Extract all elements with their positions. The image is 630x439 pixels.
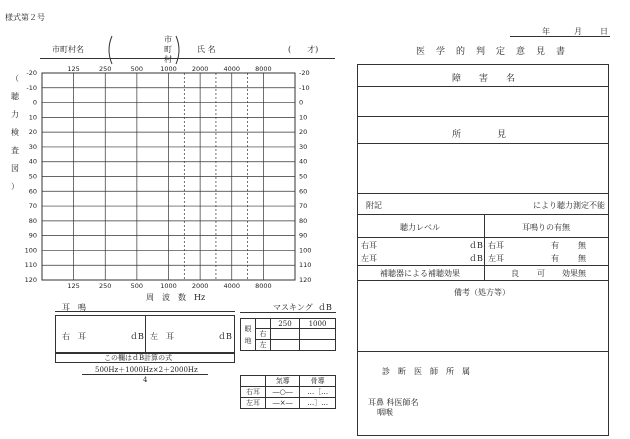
city-char-2: 町 — [164, 45, 172, 54]
tn-right-ear: 右耳 — [488, 241, 504, 250]
city-char-3: 村 — [164, 55, 172, 64]
db-tick-label-left: 90 — [28, 231, 37, 240]
tinnitus-right-ear: 右 耳 — [62, 332, 86, 341]
tn-right-yes[interactable]: 有 — [551, 241, 559, 250]
hl-right-ear: 右耳 — [361, 241, 377, 250]
db-tick-label-left: 30 — [28, 142, 37, 151]
freq-tick-label-bottom: 1000 — [160, 282, 177, 290]
db-tick-label-right: 10 — [299, 113, 308, 122]
legend-right-air: ―○― — [266, 387, 300, 398]
doctor-name-label: 耳鼻 科医師名 — [368, 398, 419, 407]
legend-air-header: 気導 — [266, 376, 300, 387]
masking-right-250[interactable] — [271, 329, 300, 340]
hl-left-db: ｄB — [469, 254, 483, 263]
opinion-rule-6 — [357, 237, 609, 238]
freq-tick-label-top: 2000 — [191, 65, 209, 73]
opinion-rule-5 — [357, 214, 609, 215]
db-tick-label-right: 110 — [299, 261, 312, 270]
note-text: により聴力測定不能 — [533, 201, 605, 210]
tinnitus-title: 耳 鳴 — [62, 303, 86, 312]
db-tick-label-left: 100 — [24, 246, 37, 255]
date-year[interactable]: 年 — [542, 27, 550, 36]
db-tick-label-left: 50 — [28, 172, 37, 181]
remarks-label: 備考（処方等） — [454, 288, 510, 297]
audiogram-side-title: （ 聴 力 検 査 図 ） — [11, 74, 19, 191]
findings-label: 所 見 — [452, 130, 507, 140]
opinion-title: 医 学 的 判 定 意 見 書 — [416, 47, 567, 57]
note-label: 附記 — [366, 201, 382, 210]
db-tick-label-left: 20 — [28, 128, 37, 137]
legend-right-ear: 右耳 — [241, 387, 266, 398]
findings-field[interactable] — [357, 144, 609, 192]
db-tick-label-right: 70 — [299, 202, 308, 211]
tinnitus-left-db: ｄB — [218, 332, 232, 341]
doctor-affiliation-label: 診 断 医 師 所 属 — [382, 367, 470, 376]
remarks-field[interactable] — [357, 300, 609, 350]
freq-tick-label-bottom: 8000 — [255, 282, 272, 290]
date-underline — [510, 36, 610, 37]
masking-left-1000[interactable] — [299, 340, 335, 351]
tn-left-yes[interactable]: 有 — [551, 254, 559, 263]
db-tick-label-left: 120 — [24, 276, 37, 284]
tinnitus-left-ear: 左 耳 — [150, 332, 174, 341]
opinion-rule-4 — [357, 193, 609, 194]
opinion-rule-2 — [357, 116, 609, 117]
db-tick-label-right: 100 — [299, 246, 312, 255]
formula-caption: この欄はｄB計算の式 — [104, 354, 173, 362]
db-tick-label-right: 50 — [299, 172, 308, 181]
freq-tick-label-bottom: 250 — [99, 282, 112, 290]
opinion-frame — [357, 64, 609, 436]
hl-right-db: ｄB — [469, 241, 483, 250]
freq-tick-label-bottom: 4000 — [223, 282, 241, 290]
symbol-legend — [240, 375, 336, 409]
masking-row-group: 眼 地 — [241, 319, 256, 351]
freq-tick-label-top: 8000 — [255, 65, 272, 73]
db-tick-label-right: 40 — [299, 157, 308, 166]
freq-tick-label-top: 4000 — [223, 65, 241, 73]
age-label[interactable]: ( 才) — [288, 45, 319, 54]
name-label: 氏 名 — [197, 45, 216, 54]
masking-underline — [240, 312, 336, 313]
tn-left-ear: 左耳 — [488, 254, 504, 263]
tn-right-no[interactable]: 無 — [578, 241, 586, 250]
masking-row-left: 左 — [256, 340, 271, 351]
db-tick-label-left: -20 — [26, 69, 37, 77]
tinnitus-right-db: ｄB — [130, 332, 144, 341]
db-tick-label-left: 10 — [28, 113, 37, 122]
masking-freq-1000: 1000 — [299, 319, 335, 329]
masking-row-right: 右 — [256, 329, 271, 340]
db-tick-label-right: 60 — [299, 187, 308, 196]
disability-name-label: 障 害 名 — [452, 74, 516, 84]
form-number: 様式第２号 — [5, 13, 45, 22]
masking-unit: ｄB — [318, 303, 332, 312]
db-tick-label-right: 120 — [299, 276, 312, 284]
masking-table — [240, 318, 336, 351]
municipality-label: 市町村名 — [52, 45, 84, 54]
city-char-1: 市 — [164, 35, 172, 44]
formula-denominator: 4 — [143, 376, 148, 384]
db-tick-label-left: 70 — [28, 202, 37, 211]
db-tick-label-left: 60 — [28, 187, 37, 196]
db-tick-label-right: 20 — [299, 128, 308, 137]
audiogram-chart[interactable] — [0, 60, 340, 305]
aid-good[interactable]: 良 — [511, 269, 519, 278]
masking-freq-250: 250 — [271, 319, 300, 329]
opinion-rule-9 — [357, 351, 609, 352]
db-tick-label-right: 0 — [299, 98, 304, 107]
masking-title: マスキング — [273, 303, 313, 312]
disability-name-field[interactable] — [357, 86, 609, 116]
db-tick-label-right: -20 — [299, 69, 310, 77]
freq-tick-label-bottom: 2000 — [191, 282, 209, 290]
masking-left-250[interactable] — [271, 340, 300, 351]
hl-left-ear: 左耳 — [361, 254, 377, 263]
masking-right-1000[interactable] — [299, 329, 335, 340]
db-tick-label-right: 90 — [299, 231, 308, 240]
db-tick-label-right: -10 — [299, 83, 310, 92]
legend-left-ear: 左耳 — [241, 398, 266, 409]
legend-left-bone: …］… — [300, 398, 336, 409]
freq-tick-label-bottom: 125 — [67, 282, 80, 290]
db-tick-label-left: -10 — [26, 83, 37, 92]
opinion-rule-7 — [357, 265, 609, 266]
freq-tick-label-bottom: 500 — [130, 282, 144, 290]
legend-left-air: ―×― — [266, 398, 300, 409]
doctor-name-label-2: 咽喉 — [377, 408, 393, 417]
opinion-col-divider — [484, 214, 485, 280]
db-tick-label-left: 0 — [32, 98, 37, 107]
opinion-rule-8 — [357, 280, 609, 281]
legend-bone-header: 骨導 — [300, 376, 336, 387]
hearing-aid-label: 補聴器による補聴効果 — [380, 269, 460, 278]
db-tick-label-right: 30 — [299, 142, 308, 151]
db-tick-label-left: 80 — [28, 216, 37, 225]
xaxis-label: 周 波 数 Hz — [146, 293, 206, 302]
tinnitus-presence-label: 耳鳴りの有無 — [522, 223, 570, 232]
masking-corner — [256, 319, 271, 329]
aid-fair[interactable]: 可 — [537, 269, 545, 278]
freq-tick-label-top: 1000 — [160, 65, 177, 73]
date-month[interactable]: 月 — [574, 27, 582, 36]
freq-tick-label-top: 500 — [130, 65, 144, 73]
legend-right-bone: …［… — [300, 387, 336, 398]
db-tick-label-right: 80 — [299, 216, 308, 225]
db-tick-label-left: 110 — [24, 261, 37, 270]
date-day[interactable]: 日 — [600, 27, 608, 36]
formula-numerator: 500Hz＋1000Hz×2＋2000Hz — [95, 366, 198, 374]
freq-tick-label-top: 125 — [67, 65, 80, 73]
freq-tick-label-top: 250 — [99, 65, 112, 73]
db-tick-label-left: 40 — [28, 157, 37, 166]
tinnitus-divider — [145, 315, 146, 353]
aid-no-effect[interactable]: 効果無 — [562, 269, 586, 278]
legend-corner — [241, 376, 266, 387]
tn-left-no[interactable]: 無 — [578, 254, 586, 263]
header-underline — [40, 58, 335, 59]
formula-fraction-bar — [82, 374, 208, 375]
hearing-level-label: 聴力レベル — [400, 223, 440, 232]
